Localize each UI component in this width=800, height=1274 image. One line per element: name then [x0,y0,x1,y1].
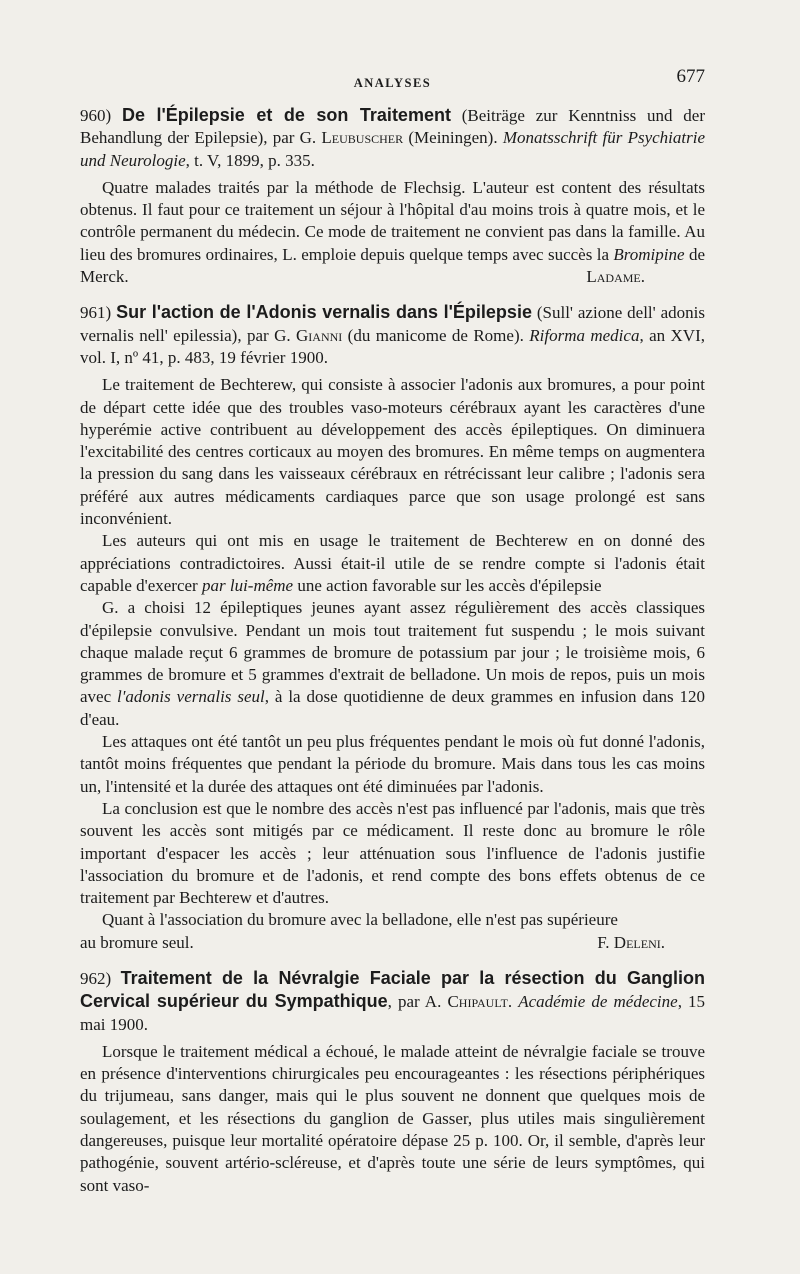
entry-962 [80,967,705,1197]
entry-heading [80,104,705,172]
entry-journal: Riforma medica [529,325,640,345]
paragraph-italic: Bromipine [613,244,685,264]
entry-961 [80,301,705,954]
paragraph-text: une action favorable sur les accès d'épilepsie [293,575,602,595]
paragraph-text: Quatre malades traités par la méthode de Flechsig. L'auteur est content des résultats obtenus. Il faut pour ce traitement un séjour à l'hôpital d'au moins trois à quatre mois, et le contrôle permanent du médecin. Ce mode de traitement ne convient pas dans la famille. Au lieu des bromures ordinaires, L. emploie depuis quelque temps avec succès la [80,177,705,264]
entry-reference: , 15 mai 1900. [80,992,706,1034]
paragraph-text: , à la dose quotidienne de deux grammes en infusion dans 120 d'eau. [80,687,705,729]
entry-paragraph: Le traitement de Bechterew, qui consiste à associer l'adonis aux bromures, a pour point de départ cette idée que des troubles vaso-moteurs cérébraux ayant les caractères d'une hyperémie active contribuent au développement des accès épileptiques. On diminuera l'excitabilité des centres corticaux au moyen des bromures. En même temps on augmentera la pression du sang dans les vaisseaux cérébraux en rétrécissant leur calibre ; l'adonis sera préféré aux autres médicaments cardiaques parce que son usage prolongé est sans inconvénient. [80,375,705,529]
running-head [80,60,705,94]
entry-paragraph: Lorsque le traitement médical a échoué, le malade atteint de névralgie faciale se trouve en présence d'interventions chirurgicales peu encourageantes : les résections périphériques du trijumeau, sans danger, mais qui le plus souvent ne donnent que quelques mois de soulagement, et les résections du ganglion de Gasser, plus utiles mais singulièrement dangereuses, puisque leur mortalité opératoire dépase 25 p. 100. Or, il semble, d'après leur pathogénie, souvent artério-scléreuse, et d'après toute une série de leurs symptômes, qui sont vaso- [80,1041,705,1195]
entry-author: Gianni [296,325,343,345]
paragraph-lastline [80,932,705,954]
entry-960 [80,104,705,288]
entry-title: Sur l'action de l'Adonis vernalis dans l'Épilepsie [116,302,532,323]
paragraph-text: Quant à l'association du bromure avec la belladone, elle n'est pas supérieure [102,910,618,930]
text-block [80,60,705,1210]
entry-reference: , par A. [387,992,448,1012]
paragraph-text: Les auteurs qui ont mis en usage le traitement de Bechterew en on donné des appréciations contradictoires. Aussi était-il utile de se rendre compte si l'adonis était capable d'exercer [80,531,705,595]
entry-paragraph [80,909,705,954]
entry-reference: (Meiningen). [403,128,503,148]
entry-paragraph [80,597,705,731]
paragraph-text: de Merck. [80,244,705,287]
entry-heading [80,301,705,369]
page-number: 677 [676,66,705,87]
entry-reference: (du manicome de Rome). [342,325,530,345]
entry-paragraph [80,177,705,288]
entry-paragraph [80,530,705,597]
entry-reference: (Beiträge zur Kenntniss und der Behandlung der Epilepsie), par G. [80,106,705,148]
signature: F. Deleni. [597,932,665,952]
entry-number: 961) [80,303,112,323]
entry-title: De l'Épilepsie et de son Traitement [121,105,451,125]
entry-number: 962) [80,968,112,988]
entry-reference: , an XVI, vol. I, nº 41, p. 483, 19 février 1900. [80,325,705,367]
paragraph-italic: par lui-même [201,575,294,595]
paragraph-italic: l'adonis vernalis seul [117,687,265,707]
entry-heading [80,967,705,1036]
paragraph-text: au bromure seul. [80,932,194,952]
paragraph-text: G. a choisi 12 épileptiques jeunes ayant assez régulièrement des accès classiques d'épilepsie convulsive. Pendant un mois tout traitement fut suspendu ; le mois suivant chaque malade reçut 6 grammes de bromure de potassium par jour ; le troisième mois, 6 grammes de bromure et 5 grammes d'extrait de belladone. Un mois de repos, puis un mois avec [80,598,705,707]
running-head-title: ANALYSES [353,76,432,90]
entry-reference: . [507,992,519,1012]
signature: Ladame. [586,267,645,287]
entry-paragraph: La conclusion est que le nombre des accès n'est pas influencé par l'adonis, mais que très souvent les accès sont mitigés par ce médicament. Il reste donc au bromure le rôle important d'espacer les accès ; leur atténuation sous l'influence de l'adonis justifie l'association du bromure et de l'adonis, et rend compte des bons effets obtenus de ce traitement par Bechterew et d'autres. [80,798,705,908]
entry-title: Traitement de la Névralgie Faciale par la résection du Ganglion Cervical supérieur du Sympathique [80,967,706,1012]
entry-paragraph: Les attaques ont été tantôt un peu plus fréquentes pendant le mois où fut donné l'adonis, tantôt moins fréquentes que pendant la période du bromure. Mais dans tous les cas moins un, l'intensité et la durée des attaques ont été diminuées par l'adonis. [80,732,705,796]
entry-reference: , t. V, 1899, p. 335. [185,150,315,170]
entry-number: 960) [80,106,112,125]
entry-author: Chipault [447,992,508,1012]
entry-reference: (Sull' azione dell' adonis vernalis nell' epilessia), par G. [80,303,705,345]
entry-author: Leubuscher [321,128,404,148]
entry-journal: Académie de médecine [518,992,678,1012]
entry-journal: Monatsschrift für Psychiatrie und Neurologie [80,128,705,170]
